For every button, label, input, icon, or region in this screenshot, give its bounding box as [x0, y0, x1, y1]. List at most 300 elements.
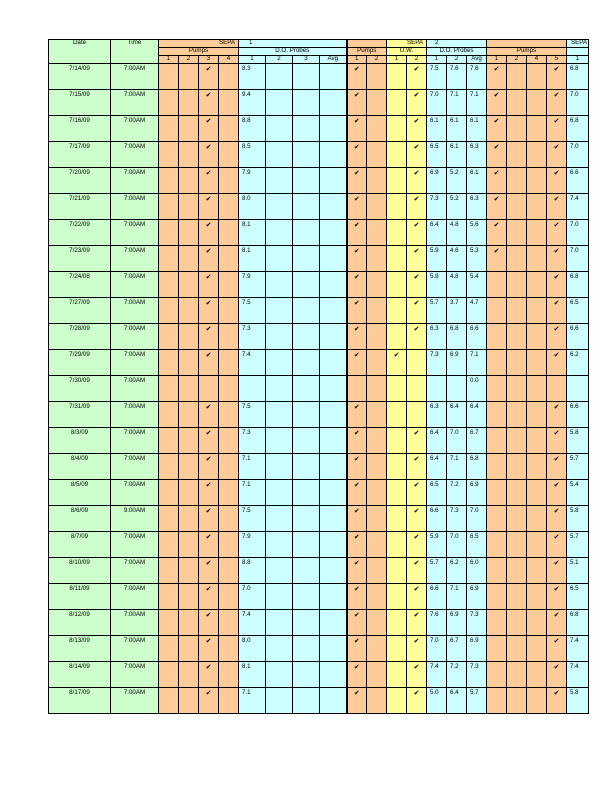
table-row [49, 246, 589, 272]
date-header: Date [49, 40, 111, 64]
s3-pump4-cell [527, 324, 547, 350]
s1-probe3-cell [293, 246, 320, 272]
s1-pump4-cell [219, 298, 239, 324]
s1-pump2-cell [179, 64, 199, 90]
s2-pump1-check-icon: ✔ [347, 610, 367, 636]
date-cell: 7/16/09 [49, 116, 111, 142]
s3-pump5-check-icon: ✔ [547, 298, 567, 324]
s1-avg-cell [320, 532, 347, 558]
s2-probe1-cell: 7.5 [427, 64, 447, 90]
s1-avg-cell [320, 194, 347, 220]
s3-pump4-cell [527, 350, 547, 376]
s2-uw1-check-icon [387, 584, 407, 610]
s2-pump1-check-icon: ✔ [347, 272, 367, 298]
s3-probe1-cell: 7.4 [567, 662, 589, 688]
s2-avg-cell: 0.0 [467, 376, 487, 402]
s1-pump-num: 1 [159, 56, 179, 64]
table-row [49, 402, 589, 428]
s1-pump1-cell [159, 558, 179, 584]
s3-pump2-cell [507, 324, 527, 350]
s2-probe2-cell: 7.2 [447, 662, 467, 688]
date-cell: 8/4/09 [49, 454, 111, 480]
s1-pump3-check-icon: ✔ [199, 64, 219, 90]
s3-pump2-cell [507, 350, 527, 376]
s2-pump2-cell [367, 454, 387, 480]
s3-probe1-cell: 7.0 [567, 90, 589, 116]
s2-do-probes-header: D.O. Probes [427, 48, 487, 56]
s2-uw2-check-icon: ✔ [407, 532, 427, 558]
s2-probe2-cell: 4.8 [447, 272, 467, 298]
s2-avg-cell: 6.0 [467, 558, 487, 584]
s3-pump4-cell [527, 584, 547, 610]
s3-pump5-check-icon: ✔ [547, 428, 567, 454]
table-row [49, 584, 589, 610]
s1-probe1-cell: 7.9 [239, 272, 266, 298]
s2-uw2-check-icon: ✔ [407, 324, 427, 350]
date-cell: 7/23/09 [49, 246, 111, 272]
s1-avg-cell [320, 142, 347, 168]
s3-pump2-cell [507, 376, 527, 402]
s3-probe1-cell: 7.4 [567, 194, 589, 220]
s3-pump1-check-icon [487, 428, 507, 454]
s3-pump2-cell [507, 506, 527, 532]
s3-pump5-check-icon: ✔ [547, 558, 567, 584]
s2-probe1-cell: 5.9 [427, 246, 447, 272]
time-cell: 7:00AM [111, 584, 159, 610]
s1-pump4-cell [219, 636, 239, 662]
s3-pump-num: 1 [487, 56, 507, 64]
s1-avg-cell [320, 688, 347, 714]
s2-pump2-cell [367, 558, 387, 584]
s1-probe2-cell [266, 324, 293, 350]
s1-probe1-cell: 7.3 [239, 324, 266, 350]
s2-pump2-cell [367, 272, 387, 298]
s1-probe2-cell [266, 298, 293, 324]
s2-uw1-check-icon [387, 116, 407, 142]
s3-pump2-cell [507, 688, 527, 714]
s1-pump2-cell [179, 376, 199, 402]
s1-pump3-check-icon: ✔ [199, 90, 219, 116]
s1-pump1-cell [159, 584, 179, 610]
s1-pump4-cell [219, 64, 239, 90]
s1-pump1-cell [159, 636, 179, 662]
time-cell: 7:00AM [111, 532, 159, 558]
date-cell: 8/11/09 [49, 584, 111, 610]
s2-uw1-check-icon [387, 428, 407, 454]
time-cell: 7:00AM [111, 142, 159, 168]
s2-uw2-check-icon: ✔ [407, 90, 427, 116]
date-cell: 8/17/09 [49, 688, 111, 714]
s2-pump-num: 1 [347, 56, 367, 64]
s2-pump1-check-icon: ✔ [347, 428, 367, 454]
s1-pump2-cell [179, 610, 199, 636]
s2-probe1-cell: 7.4 [427, 662, 447, 688]
s3-pump1-check-icon [487, 506, 507, 532]
s1-pump2-cell [179, 532, 199, 558]
s3-pump5-check-icon: ✔ [547, 90, 567, 116]
s2-uw1-check-icon [387, 376, 407, 402]
s1-avg-cell [320, 610, 347, 636]
s2-probe2-cell: 7.1 [447, 584, 467, 610]
s2-probe1-cell: 6.6 [427, 584, 447, 610]
s1-probe1-cell: 7.1 [239, 454, 266, 480]
time-cell: 7:00AM [111, 90, 159, 116]
s2-pump1-check-icon: ✔ [347, 168, 367, 194]
s1-pump1-cell [159, 662, 179, 688]
s3-probe1-cell: 6.6 [567, 168, 589, 194]
s2-uw1-check-icon [387, 220, 407, 246]
s1-pump4-cell [219, 428, 239, 454]
s2-pump2-cell [367, 64, 387, 90]
s1-probe2-cell [266, 532, 293, 558]
s1-probe3-cell [293, 506, 320, 532]
s1-probe3-cell [293, 454, 320, 480]
s1-pump1-cell [159, 532, 179, 558]
s3-pump5-check-icon: ✔ [547, 116, 567, 142]
s3-pump5-check-icon: ✔ [547, 610, 567, 636]
s2-probe1-cell: 5.7 [427, 298, 447, 324]
date-cell: 7/29/09 [49, 350, 111, 376]
s1-probe1-cell: 8.1 [239, 662, 266, 688]
s3-pump4-cell [527, 428, 547, 454]
s1-probe1-cell: 9.4 [239, 90, 266, 116]
s2-uw1-check-icon [387, 402, 407, 428]
s1-pump2-cell [179, 584, 199, 610]
table-row [49, 610, 589, 636]
s1-pump4-cell [219, 688, 239, 714]
s3-pump1-check-icon [487, 324, 507, 350]
s1-pump1-cell [159, 64, 179, 90]
s1-pump4-cell [219, 480, 239, 506]
s1-probe1-cell: 7.1 [239, 480, 266, 506]
s1-probe2-cell [266, 272, 293, 298]
s1-pump1-cell [159, 168, 179, 194]
s3-pump-num: 5 [547, 56, 567, 64]
s1-probe3-cell [293, 402, 320, 428]
s1-pump4-cell [219, 324, 239, 350]
s1-pump3-check-icon: ✔ [199, 168, 219, 194]
s2-uw1-check-icon [387, 90, 407, 116]
date-cell: 8/12/09 [49, 610, 111, 636]
s1-pump2-cell [179, 662, 199, 688]
s3-pump5-check-icon: ✔ [547, 246, 567, 272]
s1-pump1-cell [159, 324, 179, 350]
s2-avg-cell: 6.9 [467, 584, 487, 610]
s2-uw2-check-icon: ✔ [407, 168, 427, 194]
sepa2-title-right: 2 [427, 40, 487, 48]
s1-avg-cell [320, 584, 347, 610]
s3-pumps-header: Pumps [487, 48, 567, 56]
s3-pump5-check-icon: ✔ [547, 532, 567, 558]
s1-pump4-cell [219, 194, 239, 220]
s3-pump4-cell [527, 454, 547, 480]
s3-probe1-cell: 6.6 [567, 324, 589, 350]
s1-pump4-cell [219, 662, 239, 688]
s1-pump2-cell [179, 220, 199, 246]
s1-probe-num: 1 [239, 56, 266, 64]
s1-probe1-cell: 8.8 [239, 558, 266, 584]
s3-pump2-cell [507, 272, 527, 298]
time-cell: 7:00AM [111, 636, 159, 662]
s3-probe-num: 1 [567, 56, 589, 64]
s2-pump1-check-icon: ✔ [347, 532, 367, 558]
s1-pump2-cell [179, 142, 199, 168]
s2-pump2-cell [367, 324, 387, 350]
time-cell: 9:00AM [111, 506, 159, 532]
s3-pump1-check-icon: ✔ [487, 142, 507, 168]
s2-pump1-check-icon: ✔ [347, 402, 367, 428]
s1-pump4-cell [219, 610, 239, 636]
s2-pump1-check-icon [347, 376, 367, 402]
s2-uw1-check-icon [387, 142, 407, 168]
s1-probe1-cell: 7.5 [239, 298, 266, 324]
s1-pump2-cell [179, 194, 199, 220]
s1-pump2-cell [179, 506, 199, 532]
date-cell: 7/30/09 [49, 376, 111, 402]
s2-probe2-cell: 7.6 [447, 64, 467, 90]
sepa1-title-right: 1 [239, 40, 347, 48]
s1-probe2-cell [266, 506, 293, 532]
s2-uw2-check-icon [407, 376, 427, 402]
s1-pump4-cell [219, 220, 239, 246]
s2-probe2-cell: 7.1 [447, 454, 467, 480]
s3-pump1-check-icon [487, 662, 507, 688]
s1-pump4-cell [219, 402, 239, 428]
s1-probe2-cell [266, 64, 293, 90]
s1-probe2-cell [266, 428, 293, 454]
s1-probe1-cell: 7.0 [239, 584, 266, 610]
s3-pump2-cell [507, 662, 527, 688]
s3-pump4-cell [527, 64, 547, 90]
s2-probe2-cell: 6.2 [447, 558, 467, 584]
s1-probe2-cell [266, 194, 293, 220]
s1-avg-cell [320, 480, 347, 506]
s2-pump2-cell [367, 194, 387, 220]
s3-pump5-check-icon: ✔ [547, 584, 567, 610]
s3-pump4-cell [527, 272, 547, 298]
s1-probe3-cell [293, 64, 320, 90]
s3-probe1-cell: 7.4 [567, 636, 589, 662]
s1-avg-cell [320, 64, 347, 90]
time-cell: 7:00AM [111, 324, 159, 350]
table-row [49, 454, 589, 480]
s1-pump4-cell [219, 142, 239, 168]
s1-pump3-check-icon: ✔ [199, 558, 219, 584]
s2-uw1-check-icon [387, 298, 407, 324]
s1-probe3-cell [293, 220, 320, 246]
sepa-log-table [48, 39, 589, 714]
table-row [49, 168, 589, 194]
s2-probe2-cell: 6.4 [447, 688, 467, 714]
s1-avg-cell [320, 168, 347, 194]
table-row [49, 194, 589, 220]
s1-pump1-cell [159, 428, 179, 454]
s2-avg-cell: 6.9 [467, 480, 487, 506]
s3-pump1-check-icon [487, 350, 507, 376]
s3-pump5-check-icon: ✔ [547, 220, 567, 246]
table-row [49, 688, 589, 714]
table-row [49, 558, 589, 584]
s3-pump2-cell [507, 64, 527, 90]
s2-pump1-check-icon: ✔ [347, 64, 367, 90]
s2-pump1-check-icon: ✔ [347, 324, 367, 350]
s2-uw1-check-icon [387, 532, 407, 558]
s2-probe1-cell: 6.3 [427, 324, 447, 350]
s3-pump4-cell [527, 116, 547, 142]
table-row [49, 350, 589, 376]
s3-pump5-check-icon: ✔ [547, 688, 567, 714]
time-cell: 7:00AM [111, 116, 159, 142]
s1-probe2-cell [266, 402, 293, 428]
s3-probe1-cell: 6.6 [567, 402, 589, 428]
s3-pump5-check-icon: ✔ [547, 350, 567, 376]
s2-probe1-cell: 7.0 [427, 90, 447, 116]
s1-pump1-cell [159, 220, 179, 246]
s3-pump-num: 2 [507, 56, 527, 64]
s2-probe1-cell: 6.1 [427, 116, 447, 142]
s2-uw1-check-icon [387, 194, 407, 220]
s1-probe3-cell [293, 298, 320, 324]
s2-probe1-cell: 6.6 [427, 506, 447, 532]
s2-pump1-check-icon: ✔ [347, 90, 367, 116]
s1-probe1-cell: 7.4 [239, 350, 266, 376]
s2-avg-cell: 6.7 [467, 428, 487, 454]
s1-pump4-cell [219, 350, 239, 376]
s3-pump2-cell [507, 480, 527, 506]
s2-uw2-check-icon: ✔ [407, 246, 427, 272]
s2-uw2-check-icon: ✔ [407, 116, 427, 142]
s3-pump1-check-icon [487, 688, 507, 714]
s3-probe1-cell: 6.8 [567, 116, 589, 142]
s1-pump2-cell [179, 480, 199, 506]
s3-pump5-check-icon: ✔ [547, 64, 567, 90]
s1-pump2-cell [179, 90, 199, 116]
s1-probe3-cell [293, 168, 320, 194]
s1-pump4-cell [219, 454, 239, 480]
s3-pump1-check-icon: ✔ [487, 64, 507, 90]
s1-probe3-cell [293, 480, 320, 506]
s2-uw2-check-icon: ✔ [407, 142, 427, 168]
s2-pump1-check-icon: ✔ [347, 688, 367, 714]
s3-pump4-cell [527, 558, 547, 584]
s1-avg-cell [320, 558, 347, 584]
s3-probe1-cell: 5.7 [567, 454, 589, 480]
s2-uw1-check-icon [387, 506, 407, 532]
s2-pump2-cell [367, 246, 387, 272]
s1-probe2-cell [266, 610, 293, 636]
s2-pump2-cell [367, 532, 387, 558]
date-cell: 7/31/09 [49, 402, 111, 428]
s1-pump2-cell [179, 350, 199, 376]
date-cell: 7/15/09 [49, 90, 111, 116]
date-cell: 8/10/09 [49, 558, 111, 584]
table-row [49, 636, 589, 662]
s1-pump-num: 4 [219, 56, 239, 64]
s2-pump2-cell [367, 480, 387, 506]
s1-pump4-cell [219, 90, 239, 116]
s3-probe1-cell: 6.8 [567, 64, 589, 90]
date-cell: 7/17/09 [49, 142, 111, 168]
s1-pump4-cell [219, 506, 239, 532]
s1-pump1-cell [159, 194, 179, 220]
s1-pump4-cell [219, 168, 239, 194]
s2-probe2-cell: 7.0 [447, 428, 467, 454]
s2-pump2-cell [367, 402, 387, 428]
s2-uw-num: 2 [407, 56, 427, 64]
s1-pump1-cell [159, 688, 179, 714]
s2-probe1-cell: 6.4 [427, 428, 447, 454]
s1-avg-cell [320, 272, 347, 298]
s1-probe1-cell: 8.3 [239, 64, 266, 90]
s2-pump2-cell [367, 350, 387, 376]
s1-avg-cell [320, 298, 347, 324]
s2-probe2-cell: 7.3 [447, 506, 467, 532]
s2-uw2-check-icon: ✔ [407, 298, 427, 324]
s2-avg-cell: 6.5 [467, 532, 487, 558]
s2-probe-num: 1 [427, 56, 447, 64]
s2-pump1-check-icon: ✔ [347, 662, 367, 688]
s1-avg-cell [320, 246, 347, 272]
s2-avg-cell: 7.1 [467, 90, 487, 116]
s1-pump3-check-icon: ✔ [199, 506, 219, 532]
s1-avg-cell [320, 636, 347, 662]
s3-pump2-cell [507, 610, 527, 636]
s1-pump4-cell [219, 558, 239, 584]
sepa3-title-left [487, 40, 567, 48]
s1-pump3-check-icon: ✔ [199, 662, 219, 688]
s2-avg-cell: 7.3 [467, 662, 487, 688]
s2-probe1-cell: 6.4 [427, 220, 447, 246]
s1-pump4-cell [219, 116, 239, 142]
s1-probe3-cell [293, 584, 320, 610]
s2-uw2-check-icon: ✔ [407, 272, 427, 298]
s1-probe2-cell [266, 350, 293, 376]
s2-pump2-cell [367, 168, 387, 194]
s3-probe1-cell: 5.4 [567, 480, 589, 506]
s1-pump1-cell [159, 480, 179, 506]
s1-probe2-cell [266, 480, 293, 506]
table-row [49, 272, 589, 298]
s1-avg-cell [320, 324, 347, 350]
s1-pump2-cell [179, 454, 199, 480]
s2-pumps-header: Pumps [347, 48, 387, 56]
s2-avg-cell: 7.0 [467, 506, 487, 532]
s1-pump4-cell [219, 376, 239, 402]
s1-pump1-cell [159, 272, 179, 298]
s1-pump2-cell [179, 688, 199, 714]
s1-probe2-cell [266, 168, 293, 194]
s2-pump-num: 2 [367, 56, 387, 64]
s1-pump3-check-icon: ✔ [199, 636, 219, 662]
s3-probe1-cell: 5.8 [567, 506, 589, 532]
s1-probe3-cell [293, 324, 320, 350]
s2-probe2-cell: 6.8 [447, 324, 467, 350]
s1-probe3-cell [293, 142, 320, 168]
s1-pump-num: 3 [199, 56, 219, 64]
date-cell: 7/20/09 [49, 168, 111, 194]
s2-avg-cell: 5.3 [467, 246, 487, 272]
s2-pump2-cell [367, 428, 387, 454]
s3-probe1-cell: 5.1 [567, 558, 589, 584]
s1-pump3-check-icon: ✔ [199, 324, 219, 350]
s3-pump4-cell [527, 194, 547, 220]
s1-probe3-cell [293, 350, 320, 376]
s2-pump1-check-icon: ✔ [347, 454, 367, 480]
s3-pump1-check-icon: ✔ [487, 194, 507, 220]
time-cell: 7:00AM [111, 688, 159, 714]
s2-pump2-cell [367, 584, 387, 610]
s2-uw-num: 1 [387, 56, 407, 64]
